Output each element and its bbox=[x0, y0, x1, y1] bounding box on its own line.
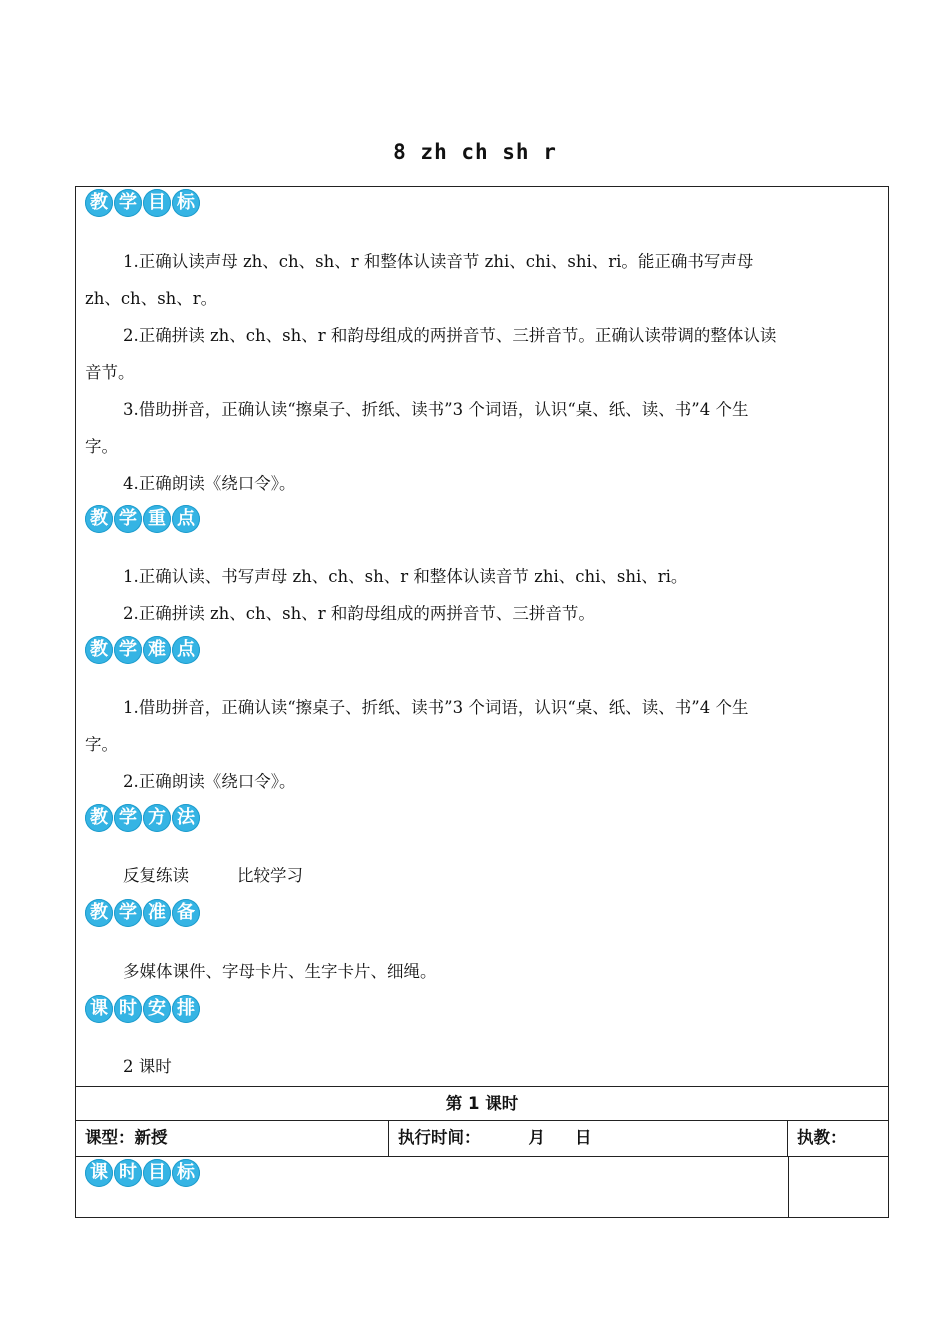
badge-char: 目 bbox=[143, 189, 171, 217]
difficulty-1-line1: 1.借助拼音，正确认读“擦桌子、折纸、读书”3 个词语，认识“桌、纸、读、书”4 个生 bbox=[123, 698, 749, 717]
preparation-text: 多媒体课件、字母卡片、生字卡片、细绳。 bbox=[123, 962, 437, 981]
badge-char: 学 bbox=[114, 505, 142, 533]
preparation-text-block bbox=[85, 953, 883, 990]
section-badge-preparation bbox=[85, 899, 200, 927]
lesson-meta-row bbox=[75, 1120, 889, 1157]
goal-item-2-line2: 音节。 bbox=[85, 363, 135, 382]
key-point-1: 1.正确认读、书写声母 zh、ch、sh、r 和整体认读音节 zhi、chi、shi、ri。 bbox=[123, 567, 688, 586]
badge-char: 重 bbox=[143, 505, 171, 533]
badge-char: 标 bbox=[172, 1159, 200, 1187]
goal-item-1-line2: zh、ch、sh、r。 bbox=[85, 289, 218, 308]
section-badge-schedule bbox=[85, 995, 200, 1023]
difficulty-2: 2.正确朗读《绕口令》。 bbox=[123, 772, 296, 791]
badge-char: 时 bbox=[114, 995, 142, 1023]
badge-char: 教 bbox=[85, 189, 113, 217]
month-label: 月 bbox=[528, 1128, 545, 1147]
lesson-goal-row bbox=[75, 1156, 889, 1218]
difficulty-1-line2: 字。 bbox=[85, 735, 118, 754]
badge-char: 目 bbox=[143, 1159, 171, 1187]
plan-overview-box bbox=[75, 186, 889, 1086]
badge-char: 备 bbox=[172, 899, 200, 927]
goals-list bbox=[85, 243, 883, 502]
teacher-cell bbox=[788, 1121, 888, 1156]
badge-char: 教 bbox=[85, 636, 113, 664]
section-badge-difficulties bbox=[85, 636, 200, 664]
goal-item-1-line1: 1.正确认读声母 zh、ch、sh、r 和整体认读音节 zhi、chi、shi、ri。能正确书写声母 bbox=[123, 252, 754, 271]
badge-char: 课 bbox=[85, 1159, 113, 1187]
badge-char: 教 bbox=[85, 804, 113, 832]
execution-time-label: 执行时间： bbox=[398, 1128, 481, 1147]
day-label: 日 bbox=[575, 1128, 592, 1147]
badge-char: 时 bbox=[114, 1159, 142, 1187]
methods-list bbox=[85, 857, 883, 894]
badge-char: 教 bbox=[85, 899, 113, 927]
badge-char: 学 bbox=[114, 189, 142, 217]
teacher-label: 执教： bbox=[797, 1128, 847, 1147]
lesson-title: 第 1 课时 bbox=[445, 1094, 519, 1113]
badge-char: 法 bbox=[172, 804, 200, 832]
badge-char: 点 bbox=[172, 505, 200, 533]
badge-char: 排 bbox=[172, 995, 200, 1023]
badge-char: 教 bbox=[85, 505, 113, 533]
difficulties-list bbox=[85, 689, 883, 800]
section-badge-methods bbox=[85, 804, 200, 832]
badge-char: 准 bbox=[143, 899, 171, 927]
method-item-1: 反复练读 bbox=[123, 866, 189, 885]
lesson-title-row bbox=[75, 1086, 889, 1121]
schedule-text: 2 课时 bbox=[123, 1057, 172, 1076]
column-divider bbox=[788, 1157, 789, 1217]
goal-item-2-line1: 2.正确拼读 zh、ch、sh、r 和韵母组成的两拼音节、三拼音节。正确认读带调的整体认读 bbox=[123, 326, 777, 345]
goal-item-3-line1: 3.借助拼音，正确认读“擦桌子、折纸、读书”3 个词语，认识“桌、纸、读、书”4 个生 bbox=[123, 400, 749, 419]
badge-char: 点 bbox=[172, 636, 200, 664]
section-badge-key-points bbox=[85, 505, 200, 533]
key-points-list bbox=[85, 558, 883, 632]
section-badge-goals bbox=[85, 189, 200, 217]
execution-time-cell bbox=[389, 1121, 788, 1156]
goal-item-3-line2: 字。 bbox=[85, 437, 118, 456]
badge-char: 方 bbox=[143, 804, 171, 832]
lesson-type-cell bbox=[76, 1121, 389, 1156]
lesson-type: 课型：新授 bbox=[85, 1128, 168, 1147]
goal-item-4: 4.正确朗读《绕口令》。 bbox=[123, 474, 296, 493]
badge-char: 难 bbox=[143, 636, 171, 664]
page-title: 8 zh ch sh r bbox=[393, 140, 557, 164]
badge-char: 标 bbox=[172, 189, 200, 217]
section-badge-lesson-goals bbox=[85, 1159, 200, 1187]
badge-char: 学 bbox=[114, 899, 142, 927]
badge-char: 学 bbox=[114, 636, 142, 664]
method-item-2: 比较学习 bbox=[237, 866, 303, 885]
badge-char: 课 bbox=[85, 995, 113, 1023]
key-point-2: 2.正确拼读 zh、ch、sh、r 和韵母组成的两拼音节、三拼音节。 bbox=[123, 604, 595, 623]
schedule-text-block bbox=[85, 1048, 883, 1085]
badge-char: 学 bbox=[114, 804, 142, 832]
badge-char: 安 bbox=[143, 995, 171, 1023]
